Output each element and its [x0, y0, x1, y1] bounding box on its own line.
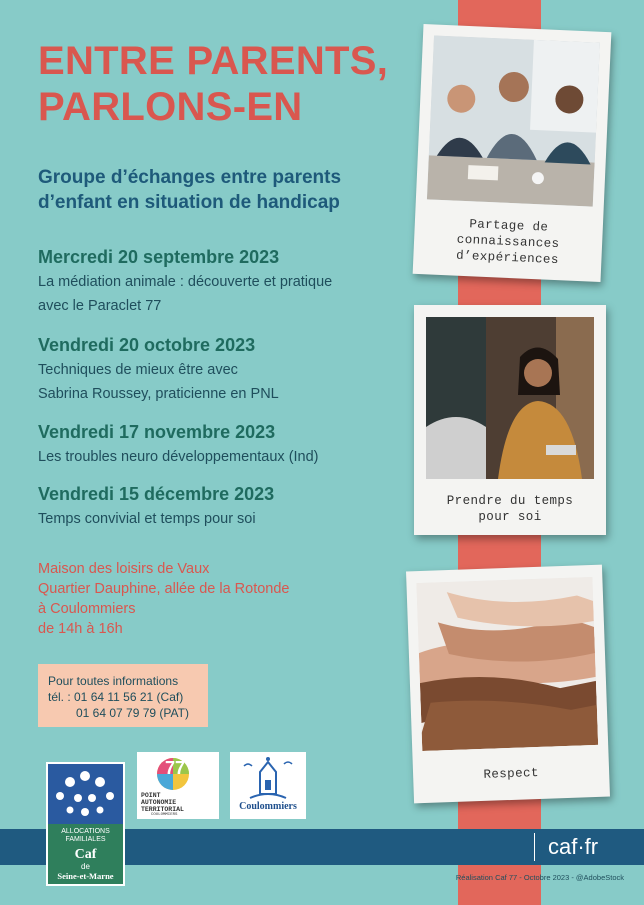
pat-line-4: COULOMMIERS [151, 813, 178, 817]
session-topic-line-1: Les troubles neuro développementaux (Ind) [38, 449, 319, 465]
caf-line-2: FAMILIALES [65, 836, 106, 843]
session-topic-line-1: Temps convivial et temps pour soi [38, 511, 256, 527]
coulommiers-logo [230, 752, 306, 819]
credit-line: Réalisation Caf 77 - Octobre 2023 - @AdobeStock [455, 873, 624, 882]
session-topic-line-2: avec le Paraclet 77 [38, 298, 162, 314]
session-topic-line-1: Techniques de mieux être avec [38, 362, 238, 378]
pat-line-2: AUTONOMIE [141, 799, 177, 806]
info-box [38, 664, 208, 727]
polaroid-meeting [413, 24, 612, 282]
subtitle-line-1: Groupe d’échanges entre parents [38, 167, 342, 188]
polaroid-respect [406, 565, 610, 804]
session-date: Vendredi 17 novembre 2023 [38, 422, 276, 442]
caf-fr-text: caf·fr [548, 834, 599, 859]
title-line-1: ENTRE PARENTS, [38, 39, 389, 83]
pat-number: 77 [164, 758, 186, 778]
photo-hands [416, 577, 598, 751]
caption-line-1: Partage de [469, 217, 549, 235]
session-date: Vendredi 20 octobre 2023 [38, 335, 256, 355]
venue-line-3: à Coulommiers [38, 601, 136, 617]
photo-meeting [427, 35, 600, 206]
venue-line-4: de 14h à 16h [38, 621, 123, 637]
pat-line-1: POINT [141, 792, 161, 799]
session-4 [38, 483, 398, 530]
info-heading: Pour toutes informations [48, 674, 179, 688]
caption-line-1: Respect [483, 765, 540, 782]
photo-self-care [426, 317, 594, 479]
page-title [38, 38, 388, 130]
pat-logo [137, 752, 219, 819]
pat-line-3: TERRITORIAL [141, 806, 184, 813]
coulommiers-name: Coulommiers [239, 801, 297, 812]
caf-family-icon [48, 764, 123, 824]
venue [38, 559, 338, 639]
caption-line-2: pour soi [478, 510, 542, 524]
polaroid-self-care [414, 305, 606, 535]
info-phone-pat: 01 64 07 79 79 (PAT) [76, 706, 189, 720]
session-date: Mercredi 20 septembre 2023 [38, 247, 280, 267]
session-1 [38, 246, 398, 317]
caf-fr-link[interactable] [532, 829, 644, 865]
caption-line-1: Prendre du temps [446, 494, 574, 508]
caf-line-3: Caf [74, 847, 97, 862]
info-phone-caf: tél. : 01 64 11 56 21 (Caf) [48, 690, 184, 704]
session-topic-line-2: Sabrina Roussey, praticienne en PNL [38, 386, 279, 402]
session-topic-line-1: La médiation animale : découverte et pratique [38, 274, 333, 290]
venue-line-1: Maison des loisirs de Vaux [38, 561, 210, 577]
caption-line-2: connaissances [456, 232, 560, 252]
caption-line-3: d’expériences [455, 248, 560, 268]
caf-text-block [48, 824, 123, 884]
session-2 [38, 334, 398, 405]
venue-line-2: Quartier Dauphine, allée de la Rotonde [38, 581, 290, 597]
caf-logo [46, 762, 125, 886]
caf-line-5: Seine-et-Marne [57, 871, 114, 881]
title-line-2: PARLONS-EN [38, 85, 303, 129]
pat-text [141, 792, 184, 818]
coulommiers-emblem-icon [230, 754, 306, 802]
session-3 [38, 421, 398, 468]
subtitle [38, 165, 378, 215]
subtitle-line-2: d’enfant en situation de handicap [38, 192, 340, 213]
polaroid-caption [413, 763, 609, 786]
polaroid-caption [414, 493, 606, 525]
session-date: Vendredi 15 décembre 2023 [38, 484, 275, 504]
caf-line-1: ALLOCATIONS [61, 828, 110, 835]
caf-line-4: de [81, 862, 90, 871]
polaroid-caption [413, 214, 603, 270]
separator [534, 833, 535, 861]
